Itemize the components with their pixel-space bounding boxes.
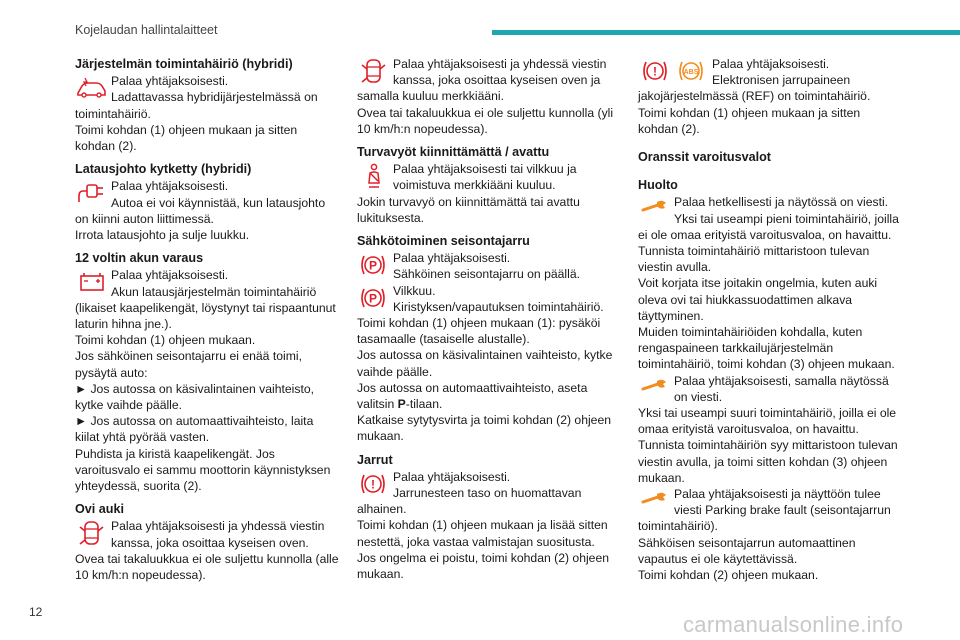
warning-entry bbox=[75, 178, 345, 243]
text-line: 10 km/h:n nopeudessa). bbox=[357, 121, 488, 136]
text-line: täyttyminen. bbox=[638, 308, 704, 323]
header-accent-bar bbox=[492, 30, 960, 35]
text-line: Toimi kohdan (1) ohjeen mukaan ja lisää sitten bbox=[357, 518, 608, 533]
text-line: Palaa yhtäjaksoisesti. bbox=[111, 268, 229, 283]
text-line: Jos ongelma ei poistu, toimi kohdan (2) ohjeen bbox=[357, 550, 610, 565]
text-line: toimintahäiriö. bbox=[75, 106, 151, 121]
text-line: Palaa yhtäjaksoisesti, samalla näytössä bbox=[674, 373, 889, 388]
text-line: Ladattavassa hybridijärjestelmässä on bbox=[111, 90, 318, 105]
text-line: kohdan (2). bbox=[75, 139, 137, 154]
text-line: Toimi kohdan (1) ohjeen mukaan. bbox=[75, 333, 256, 348]
text-line: Toimi kohdan (1) ohjeen mukaan ja sitten bbox=[75, 122, 298, 137]
warning-icon-pair bbox=[638, 56, 710, 84]
door-open-icon bbox=[357, 56, 391, 84]
text-line: Toimi kohdan (2) ohjeen mukaan. bbox=[638, 568, 819, 583]
warning-entry bbox=[638, 486, 908, 583]
text-line: Palaa yhtäjaksoisesti. bbox=[393, 469, 511, 484]
text-line: rengaspaineen tarkkailujärjestelmän bbox=[638, 341, 834, 356]
text-line: ► Jos autossa on automaattivaihteisto, laita bbox=[75, 414, 314, 429]
text-line: kohdan (2). bbox=[638, 121, 700, 136]
page-number: 12 bbox=[29, 605, 43, 619]
section-heading: Järjestelmän toimintahäiriö (hybridi) bbox=[75, 57, 293, 71]
text-line: alhainen. bbox=[357, 502, 407, 517]
warning-entry bbox=[357, 56, 627, 137]
warning-entry bbox=[75, 267, 345, 494]
svg-text:!: ! bbox=[371, 477, 375, 492]
svg-text:P: P bbox=[368, 291, 378, 306]
parking-brake-icon bbox=[357, 283, 391, 311]
text-line: Palaa yhtäjaksoisesti. bbox=[111, 74, 229, 89]
text-line: viesti Parking brake fault (seisontajarrun bbox=[674, 503, 891, 518]
svg-text:!: ! bbox=[653, 64, 657, 79]
text-line: Palaa yhtäjaksoisesti. bbox=[393, 251, 511, 266]
wrench-icon bbox=[638, 486, 672, 512]
text-line: mukaan. bbox=[357, 429, 404, 444]
text-line: lukituksesta. bbox=[357, 210, 425, 225]
abs-icon bbox=[680, 62, 702, 80]
hybrid-car-icon bbox=[75, 73, 109, 101]
text-line: viestin avulla. bbox=[638, 260, 712, 275]
text-line: on kiinni auton liittimessä. bbox=[75, 211, 214, 226]
text-line: Vilkkuu. bbox=[393, 283, 436, 298]
text-line: Autoa ei voi käynnistää, kun latausjohto bbox=[111, 195, 326, 210]
text-line: kanssa, joka osoittaa kyseisen oven. bbox=[111, 535, 309, 550]
text-line: Jos autossa on automaattivaihteisto, aseta bbox=[357, 380, 588, 395]
warning-entry bbox=[357, 283, 627, 445]
text-line: Muiden toimintahäiriöiden kohdalla, kuten bbox=[638, 325, 863, 340]
text-line: varoitusvalo ei sammu moottorin käynnistyksen bbox=[75, 462, 331, 477]
text-line: kanssa, joka osoittaa kyseisen oven ja bbox=[393, 73, 601, 88]
warning-entry bbox=[638, 56, 908, 137]
battery-icon bbox=[75, 267, 109, 295]
text-line: vapautus ei ole käytettävissä. bbox=[638, 551, 798, 566]
section-heading: Sähkötoiminen seisontajarru bbox=[357, 234, 530, 249]
text-line: valitsin P-tilaan. bbox=[357, 397, 443, 412]
warning-entry bbox=[357, 161, 627, 226]
seatbelt-icon bbox=[357, 161, 391, 189]
text-line: mukaan. bbox=[638, 470, 685, 485]
text-line: nestettä, joka vastaa valmistajan suositusta. bbox=[357, 534, 595, 549]
text-line: Elektronisen jarrupaineen bbox=[712, 73, 851, 88]
section-heading: Latausjohto kytketty (hybridi) bbox=[75, 162, 252, 177]
text-line: (likaiset kaapelikengät, löystynyt tai rispaantunut bbox=[75, 300, 336, 315]
text-line: Palaa yhtäjaksoisesti ja yhdessä viestin bbox=[393, 57, 607, 71]
text-line: voimistuva merkkiääni kuuluu. bbox=[393, 178, 556, 193]
text-line: Katkaise sytytysvirta ja toimi kohdan (2) ohjeen bbox=[357, 413, 612, 428]
text-line: Jos sähköinen seisontajarru ei enää toimi, bbox=[75, 349, 302, 364]
text-line: Sähköisen seisontajarrun automaattinen bbox=[638, 535, 856, 550]
text-line: Akun latausjärjestelmän toimintahäiriö bbox=[111, 284, 317, 299]
text-line: Toimi kohdan (1) ohjeen mukaan ja sitten bbox=[638, 105, 861, 120]
text-line: Voit korjata itse joitakin ongelmia, kuten auki bbox=[638, 276, 878, 291]
warning-entry bbox=[357, 469, 627, 582]
text-line: on viesti. bbox=[674, 389, 723, 404]
warning-entry bbox=[75, 518, 345, 583]
text-line: Palaa yhtäjaksoisesti tai vilkkuu ja bbox=[393, 162, 577, 177]
text-line: Toimi kohdan (1) ohjeen mukaan (1): pysäköi bbox=[357, 316, 601, 331]
text-line: Jokin turvavyö on kiinnittämättä tai avattu bbox=[357, 194, 580, 209]
text-line: Jos autossa on käsivalintainen vaihteisto, kytke bbox=[357, 348, 613, 363]
warning-entry bbox=[638, 373, 908, 486]
brake-warning-icon bbox=[357, 469, 391, 497]
column-3 bbox=[638, 56, 908, 583]
text-line: Puhdista ja kiristä kaapelikengät. Jos bbox=[75, 446, 275, 461]
brake-warning-icon bbox=[644, 62, 666, 80]
text-line: ► Jos autossa on käsivalintainen vaihteisto, bbox=[75, 381, 315, 396]
text-line: vaihde päälle. bbox=[357, 364, 433, 379]
charging-plug-icon bbox=[75, 178, 109, 206]
text-line: oleva ovi tai hiukkassuodattimen alkava bbox=[638, 292, 853, 307]
text-line: omaa erityistä varoitusvaloa, on havaittu. bbox=[638, 422, 859, 437]
warning-entry bbox=[75, 73, 345, 154]
text-line: Irrota latausjohto ja sulje luukku. bbox=[75, 228, 250, 243]
text-line: 10 km/h:n nopeudessa). bbox=[75, 568, 206, 583]
text-line: Sähköinen seisontajarru on päällä. bbox=[393, 267, 581, 282]
text-line: pysäytä auto: bbox=[75, 365, 148, 380]
section-heading: Ovi auki bbox=[75, 502, 124, 517]
text-line: samalla kuuluu merkkiääni. bbox=[357, 89, 504, 104]
text-line: kiilat yhtä pyörää vasten. bbox=[75, 430, 210, 445]
wrench-icon bbox=[638, 194, 672, 220]
page-header-title: Kojelaudan hallintalaitteet bbox=[75, 23, 218, 37]
text-line: toimintahäiriö, toimi kohdan (3) ohjeen mukaan. bbox=[638, 357, 895, 372]
svg-text:P: P bbox=[368, 258, 378, 273]
door-open-icon bbox=[75, 518, 109, 546]
text-line: Palaa yhtäjaksoisesti. bbox=[111, 179, 229, 194]
text-line: toimintahäiriö). bbox=[638, 519, 718, 534]
text-line: yhteydessä, suorita (2). bbox=[75, 479, 202, 494]
svg-text:ABS: ABS bbox=[683, 69, 699, 76]
text-line: mukaan. bbox=[357, 567, 404, 582]
text-line: Palaa hetkellisesti ja näytössä on viesti. bbox=[674, 195, 889, 210]
warning-entry bbox=[638, 194, 908, 372]
text-line: Jarrunesteen taso on huomattavan bbox=[393, 486, 582, 501]
text-line: Yksi tai useampi suuri toimintahäiriö, joilla ei ole bbox=[638, 406, 897, 421]
text-line: Yksi tai useampi pieni toimintahäiriö, joilla bbox=[674, 211, 899, 226]
text-line: Ovea tai takaluukkua ei ole suljettu kunnolla (yli bbox=[357, 105, 614, 120]
text-line: Palaa yhtäjaksoisesti. bbox=[712, 57, 830, 71]
section-heading: Jarrut bbox=[357, 452, 393, 467]
text-line: Tunnista toimintahäiriön syy mittaristoon tulevan bbox=[638, 438, 898, 453]
text-line: viestin avulla, ja toimi sitten kohdan (3) ohjeen bbox=[638, 454, 888, 469]
parking-brake-icon bbox=[357, 250, 391, 278]
text-line: kytke vaihde päälle. bbox=[75, 398, 183, 413]
watermark: carmanualsonline.info bbox=[683, 612, 904, 637]
section-heading: 12 voltin akun varaus bbox=[75, 251, 204, 266]
text-line: Palaa yhtäjaksoisesti ja yhdessä viestin bbox=[111, 519, 325, 534]
text-line: Tunnista toimintahäiriö mittaristoon tulevan bbox=[638, 244, 870, 259]
text-line: ei ole omaa erityistä varoitusvaloa, on havaittu. bbox=[638, 227, 892, 242]
warning-entry bbox=[357, 250, 627, 282]
text-line: Kiristyksen/vapautuksen toimintahäiriö. bbox=[393, 299, 604, 314]
column-1 bbox=[75, 56, 345, 583]
column-2 bbox=[357, 56, 627, 582]
section-heading: Oranssit varoitusvalot bbox=[638, 150, 771, 165]
section-heading: Turvavyöt kiinnittämättä / avattu bbox=[357, 145, 550, 160]
section-heading: Huolto bbox=[638, 178, 678, 193]
wrench-icon bbox=[638, 373, 672, 399]
text-line: Ovea tai takaluukkua ei ole suljettu kunnolla (alle bbox=[75, 551, 339, 566]
text-line: tasamaalle (tasaiselle alustalle). bbox=[357, 332, 530, 347]
text-line: laturin hihna jne.). bbox=[75, 317, 172, 332]
text-line: Palaa yhtäjaksoisesti ja näyttöön tulee bbox=[674, 487, 881, 502]
text-line: jakojärjestelmässä (REF) on toimintahäiriö. bbox=[638, 89, 871, 104]
